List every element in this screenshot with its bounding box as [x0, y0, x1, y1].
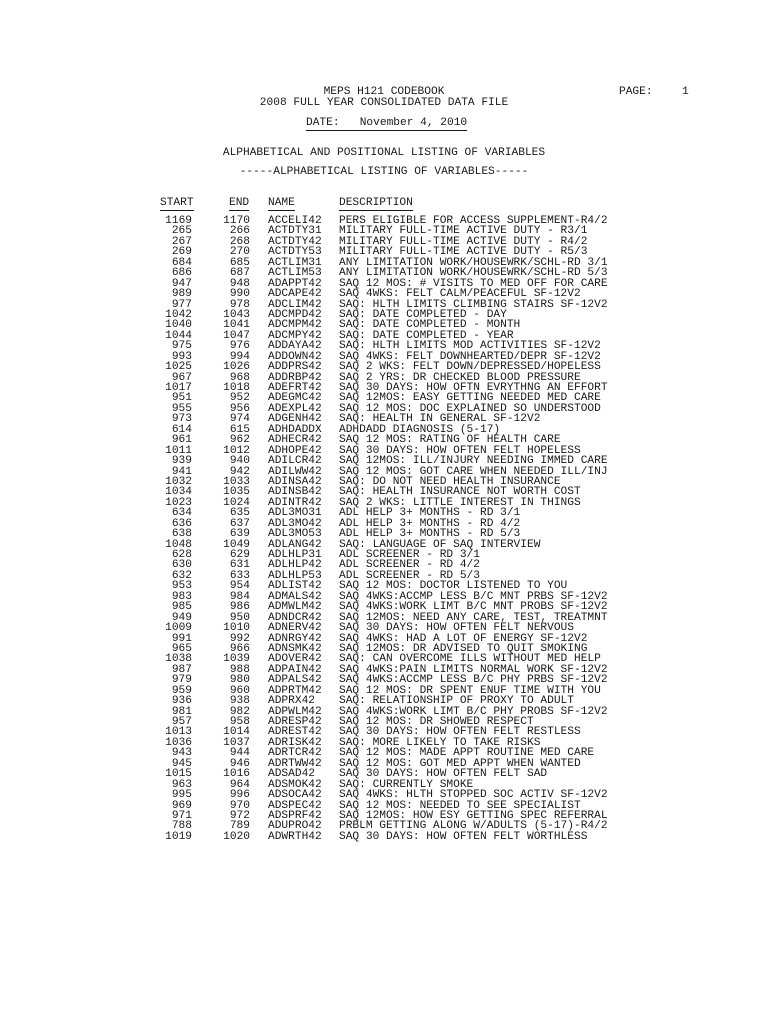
start-cell: 686: [171, 267, 192, 280]
start-cell: 1025: [165, 361, 192, 374]
end-cell: 938: [229, 695, 250, 708]
end-cell: 972: [229, 809, 250, 822]
start-cell: 636: [171, 517, 192, 530]
description-cell: SAQ: HLTH LIMITS MOD ACTIVITIES SF-12V2: [339, 340, 601, 353]
end-cell: 960: [229, 684, 250, 697]
start-cell: 979: [171, 674, 192, 687]
name-cell: ADILWW42: [268, 465, 322, 478]
description-cell: SAQ: HEALTH IN GENERAL SF-12V2: [339, 413, 541, 426]
codebook-title: MEPS H121 CODEBOOK: [323, 86, 445, 98]
end-cell: 946: [229, 757, 250, 770]
name-cell: ADINTR42: [268, 496, 322, 509]
end-cell: 687: [229, 267, 250, 280]
end-cell: 1024: [223, 496, 250, 509]
description-cell: ADHDADD DIAGNOSIS (5-17): [339, 423, 501, 436]
end-cell: 685: [229, 256, 250, 269]
start-cell: 1038: [165, 653, 192, 666]
description-cell: SAQ 4WKS: FELT CALM/PEACEFUL SF-12V2: [339, 288, 581, 301]
end-cell: 1035: [223, 486, 250, 499]
table-row: [0, 790, 768, 800]
end-cell: 942: [229, 465, 250, 478]
start-cell: 973: [171, 413, 192, 426]
table-row: [0, 289, 768, 299]
start-cell: 630: [171, 559, 192, 572]
description-cell: SAQ: CAN OVERCOME ILLS WITHOUT MED HELP: [339, 653, 601, 666]
name-cell: ADNDCR42: [268, 611, 322, 624]
name-cell: ADPWLM42: [268, 705, 322, 718]
name-cell: ADLHLP53: [268, 569, 322, 582]
table-row: [0, 529, 768, 539]
start-cell: 1036: [165, 736, 192, 749]
end-cell: 984: [229, 590, 250, 603]
start-cell: 995: [171, 789, 192, 802]
description-cell: SAQ 4WKS:WORK LIMT B/C PHY PROBS SF-12V2: [339, 705, 608, 718]
description-cell: MILITARY FULL-TIME ACTIVE DUTY - R3/1: [339, 225, 588, 238]
end-cell: 637: [229, 517, 250, 530]
name-cell: ADPALS42: [268, 674, 322, 687]
name-cell: ADCMPY42: [268, 329, 322, 342]
description-cell: SAQ: HEALTH INSURANCE NOT WORTH COST: [339, 486, 581, 499]
start-cell: 628: [171, 549, 192, 561]
name-cell: ADSMOK42: [268, 778, 322, 791]
name-cell: ADDOWN42: [268, 350, 322, 363]
start-cell: 1015: [165, 768, 192, 781]
end-cell: 1170: [223, 215, 250, 227]
description-cell: ANY LIMITATION WORK/HOUSEWRK/SCHL-RD 3/1: [339, 256, 608, 269]
description-cell: PRBLM GETTING ALONG W/ADULTS (5-17)-R4/2: [339, 820, 608, 833]
name-cell: ADDAYA42: [268, 340, 322, 353]
end-cell: 1047: [223, 329, 250, 342]
end-cell: 1037: [223, 736, 250, 749]
end-cell: 270: [229, 246, 250, 259]
description-cell: SAQ 4WKS:ACCMP LESS B/C PHY PRBS SF-12V2: [339, 674, 608, 687]
name-cell: ADMWLM42: [268, 601, 322, 614]
end-cell: 1049: [223, 538, 250, 551]
table-row: [0, 832, 768, 842]
name-cell: ACTDTY42: [268, 235, 322, 248]
start-cell: 947: [171, 277, 192, 290]
start-cell: 981: [171, 705, 192, 718]
start-cell: 1017: [165, 382, 192, 394]
name-cell: ADSPEC42: [268, 799, 322, 812]
end-cell: 635: [229, 507, 250, 520]
end-cell: 266: [229, 225, 250, 238]
start-cell: 1044: [165, 329, 192, 342]
start-cell: 985: [171, 601, 192, 614]
description-cell: SAQ 4WKS:PAIN LIMITS NORMAL WORK SF-12V2: [339, 663, 608, 676]
description-cell: SAQ: DATE COMPLETED - DAY: [339, 308, 507, 321]
name-cell: ADRTCR42: [268, 747, 322, 760]
description-cell: SAQ 12 MOS: GOT MED APPT WHEN WANTED: [339, 757, 581, 770]
description-cell: SAQ 12 MOS: DR SHOWED RESPECT: [339, 716, 534, 728]
end-cell: 966: [229, 642, 250, 655]
end-cell: 976: [229, 340, 250, 353]
start-cell: 1042: [165, 308, 192, 321]
end-cell: 950: [229, 611, 250, 624]
description-cell: SAQ 4WKS: HLTH STOPPED SOC ACTIV SF-12V2: [339, 789, 608, 802]
name-cell: ADL3MO31: [268, 507, 322, 520]
name-cell: ADCAPE42: [268, 288, 322, 301]
description-cell: SAQ: CURRENTLY SMOKE: [339, 778, 474, 791]
end-cell: 982: [229, 705, 250, 718]
start-cell: 1040: [165, 319, 192, 332]
description-cell: MILITARY FULL-TIME ACTIVE DUTY - R4/2: [339, 235, 588, 248]
name-cell: ADSOCA42: [268, 789, 322, 802]
name-cell: ACTDTY31: [268, 225, 322, 238]
name-cell: ADLIST42: [268, 580, 322, 593]
description-cell: SAQ 12 MOS: MADE APPT ROUTINE MED CARE: [339, 747, 595, 760]
end-cell: 980: [229, 674, 250, 687]
start-cell: 1011: [165, 444, 192, 457]
description-cell: SAQ: DATE COMPLETED - YEAR: [339, 329, 514, 342]
end-cell: 268: [229, 235, 250, 248]
description-cell: ADL HELP 3+ MONTHS - RD 3/1: [339, 507, 521, 520]
description-cell: SAQ 4WKS:ACCMP LESS B/C MNT PRBS SF-12V2: [339, 590, 608, 603]
start-cell: 955: [171, 402, 192, 415]
column-header-start: START: [160, 197, 194, 209]
description-cell: ADL SCREENER - RD 5/3: [339, 569, 480, 582]
start-cell: 1032: [165, 475, 192, 488]
name-cell: ADWRTH42: [268, 830, 322, 843]
end-cell: 639: [229, 528, 250, 541]
start-cell: 953: [171, 580, 192, 593]
description-cell: SAQ 12MOS: DR ADVISED TO QUIT SMOKING: [339, 642, 588, 655]
end-cell: 615: [229, 423, 250, 436]
end-cell: 968: [229, 371, 250, 384]
description-cell: ADL HELP 3+ MONTHS - RD 5/3: [339, 528, 521, 541]
description-cell: SAQ 12 MOS: DOCTOR LISTENED TO YOU: [339, 580, 568, 593]
name-cell: ADNRGY42: [268, 632, 322, 645]
date-line: DATE: November 4, 2010: [306, 117, 468, 129]
start-cell: 788: [171, 820, 192, 833]
name-cell: ACCELI42: [268, 215, 322, 227]
start-cell: 941: [171, 465, 192, 478]
column-header-description: DESCRIPTION: [339, 197, 413, 209]
start-cell: 632: [171, 569, 192, 582]
table-row: [0, 696, 768, 706]
variable-list: [0, 216, 768, 842]
description-cell: SAQ 2 WKS: FELT DOWN/DEPRESSED/HOPELESS: [339, 361, 601, 374]
name-cell: ADRESP42: [268, 716, 322, 728]
name-cell: ADPAIN42: [268, 663, 322, 676]
table-row: [0, 456, 768, 466]
end-cell: 978: [229, 298, 250, 311]
start-cell: 967: [171, 371, 192, 384]
description-cell: ADL HELP 3+ MONTHS - RD 4/2: [339, 517, 521, 530]
description-cell: SAQ 12MOS: EASY GETTING NEEDED MED CARE: [339, 392, 601, 405]
name-cell: ADAPPT42: [268, 277, 322, 290]
name-cell: ADEFRT42: [268, 382, 322, 394]
description-cell: ANY LIMITATION WORK/HOUSEWRK/SCHL-RD 5/3: [339, 267, 608, 280]
description-cell: SAQ 12 MOS: DR SPENT ENUF TIME WITH YOU: [339, 684, 601, 697]
name-cell: ADSPRF42: [268, 809, 322, 822]
name-cell: ADOVER42: [268, 653, 322, 666]
start-cell: 971: [171, 809, 192, 822]
start-cell: 936: [171, 695, 192, 708]
name-cell: ADEXPL42: [268, 402, 322, 415]
name-cell: ADREST42: [268, 726, 322, 739]
start-cell: 1169: [165, 215, 192, 227]
name-cell: ACTLIM31: [268, 256, 322, 269]
description-cell: SAQ: HLTH LIMITS CLIMBING STAIRS SF-12V2: [339, 298, 608, 311]
description-cell: SAQ 30 DAYS: HOW OFTEN FELT WORTHLESS: [339, 830, 588, 843]
name-cell: ADINSB42: [268, 486, 322, 499]
description-cell: SAQ 30 DAYS: HOW OFTEN FELT HOPELESS: [339, 444, 581, 457]
end-cell: 1014: [223, 726, 250, 739]
end-cell: 944: [229, 747, 250, 760]
start-cell: 638: [171, 528, 192, 541]
name-cell: ADLHLP31: [268, 549, 322, 561]
description-cell: SAQ 30 DAYS: HOW OFTN EVRYTHNG AN EFFORT: [339, 382, 608, 394]
description-cell: SAQ 30 DAYS: HOW OFTEN FELT RESTLESS: [339, 726, 581, 739]
name-cell: ADHECR42: [268, 434, 322, 447]
end-cell: 1018: [223, 382, 250, 394]
start-cell: 983: [171, 590, 192, 603]
start-cell: 951: [171, 392, 192, 405]
description-cell: SAQ 30 DAYS: HOW OFTEN FELT SAD: [339, 768, 548, 781]
start-cell: 961: [171, 434, 192, 447]
start-cell: 614: [171, 423, 192, 436]
start-cell: 987: [171, 663, 192, 676]
end-cell: 952: [229, 392, 250, 405]
end-cell: 962: [229, 434, 250, 447]
start-cell: 267: [171, 235, 192, 248]
description-cell: SAQ 12MOS: HOW ESY GETTING SPEC REFERRAL: [339, 809, 608, 822]
description-cell: SAQ 12 MOS: NEEDED TO SEE SPECIALIST: [339, 799, 581, 812]
table-row: [0, 362, 768, 372]
data-file-title: 2008 FULL YEAR CONSOLIDATED DATA FILE: [259, 97, 509, 109]
start-cell: 977: [171, 298, 192, 311]
description-cell: SAQ 12 MOS: RATING OF HEALTH CARE: [339, 434, 561, 447]
start-cell: 1009: [165, 622, 192, 635]
description-cell: PERS ELIGIBLE FOR ACCESS SUPPLEMENT-R4/2: [339, 215, 608, 227]
start-cell: 1048: [165, 538, 192, 551]
start-cell: 265: [171, 225, 192, 238]
name-cell: ADRISK42: [268, 736, 322, 749]
name-cell: ADDRBP42: [268, 371, 322, 384]
end-cell: 1033: [223, 475, 250, 488]
end-cell: 1039: [223, 653, 250, 666]
end-cell: 1016: [223, 768, 250, 781]
start-cell: 1023: [165, 496, 192, 509]
start-cell: 957: [171, 716, 192, 728]
description-cell: SAQ: DO NOT NEED HEALTH INSURANCE: [339, 475, 561, 488]
end-cell: 956: [229, 402, 250, 415]
description-cell: SAQ 12 MOS: DOC EXPLAINED SO UNDERSTOOD: [339, 402, 601, 415]
end-cell: 629: [229, 549, 250, 561]
end-cell: 974: [229, 413, 250, 426]
start-cell: 991: [171, 632, 192, 645]
end-cell: 948: [229, 277, 250, 290]
name-cell: ADCMPM42: [268, 319, 322, 332]
table-row: [0, 623, 768, 633]
description-cell: SAQ 12MOS: ILL/INJURY NEEDING IMMED CARE: [339, 455, 608, 468]
listing-subtitle: -----ALPHABETICAL LISTING OF VARIABLES-----: [239, 166, 529, 178]
end-cell: 1010: [223, 622, 250, 635]
description-cell: SAQ: MORE LIKELY TO TAKE RISKS: [339, 736, 541, 749]
end-cell: 1043: [223, 308, 250, 321]
description-cell: SAQ: RELATIONSHIP OF PROXY TO ADULT: [339, 695, 574, 708]
name-cell: ADCMPD42: [268, 308, 322, 321]
name-cell: ADGENH42: [268, 413, 322, 426]
end-cell: 994: [229, 350, 250, 363]
end-cell: 1026: [223, 361, 250, 374]
name-cell: ADNSMK42: [268, 642, 322, 655]
description-cell: SAQ 4WKS: FELT DOWNHEARTED/DEPR SF-12V2: [339, 350, 601, 363]
description-cell: SAQ 2 YRS: DR CHECKED BLOOD PRESSURE: [339, 371, 581, 384]
name-cell: ADPRTM42: [268, 684, 322, 697]
description-cell: ADL SCREENER - RD 3/1: [339, 549, 480, 561]
start-cell: 684: [171, 256, 192, 269]
end-cell: 970: [229, 799, 250, 812]
start-cell: 975: [171, 340, 192, 353]
name-cell: ADHOPE42: [268, 444, 322, 457]
start-cell: 1019: [165, 830, 192, 843]
name-cell: ADILCR42: [268, 455, 322, 468]
end-cell: 986: [229, 601, 250, 614]
listing-title: ALPHABETICAL AND POSITIONAL LISTING OF VARIABLES: [222, 147, 546, 159]
name-cell: ACTLIM53: [268, 267, 322, 280]
description-cell: SAQ: DATE COMPLETED - MONTH: [339, 319, 521, 332]
end-cell: 940: [229, 455, 250, 468]
end-cell: 988: [229, 663, 250, 676]
name-cell: ADHDADDX: [268, 423, 322, 436]
description-cell: SAQ 12 MOS: GOT CARE WHEN NEEDED ILL/INJ: [339, 465, 608, 478]
description-cell: SAQ 30 DAYS: HOW OFTEN FELT NERVOUS: [339, 622, 574, 635]
description-cell: SAQ 4WKS: HAD A LOT OF ENERGY SF-12V2: [339, 632, 588, 645]
name-cell: ADLHLP42: [268, 559, 322, 572]
name-cell: ADNERV42: [268, 622, 322, 635]
name-cell: ADPRX42: [268, 695, 315, 708]
name-cell: ADRTWW42: [268, 757, 322, 770]
name-cell: ADMALS42: [268, 590, 322, 603]
page-label: PAGE:: [619, 86, 653, 98]
name-cell: ADUPRO42: [268, 820, 322, 833]
start-cell: 949: [171, 611, 192, 624]
description-cell: SAQ 4WKS:WORK LIMT B/C MNT PROBS SF-12V2: [339, 601, 608, 614]
description-cell: MILITARY FULL-TIME ACTIVE DUTY - R5/3: [339, 246, 588, 259]
name-cell: ADEGMC42: [268, 392, 322, 405]
end-cell: 954: [229, 580, 250, 593]
description-cell: SAQ 2 WKS: LITTLE INTEREST IN THINGS: [339, 496, 581, 509]
end-cell: 633: [229, 569, 250, 582]
start-cell: 1034: [165, 486, 192, 499]
start-cell: 943: [171, 747, 192, 760]
description-cell: SAQ 12MOS: NEED ANY CARE, TEST, TREATMNT: [339, 611, 608, 624]
name-cell: ADCLIM42: [268, 298, 322, 311]
end-cell: 631: [229, 559, 250, 572]
end-cell: 1041: [223, 319, 250, 332]
page-number: 1: [682, 86, 689, 98]
start-cell: 993: [171, 350, 192, 363]
start-cell: 959: [171, 684, 192, 697]
start-cell: 939: [171, 455, 192, 468]
end-cell: 1012: [223, 444, 250, 457]
column-header-name: NAME: [268, 197, 295, 209]
description-cell: ADL SCREENER - RD 4/2: [339, 559, 480, 572]
end-cell: 996: [229, 789, 250, 802]
name-cell: ACTDTY53: [268, 246, 322, 259]
end-cell: 789: [229, 820, 250, 833]
end-cell: 1020: [223, 830, 250, 843]
name-cell: ADSAD42: [268, 768, 315, 781]
start-cell: 945: [171, 757, 192, 770]
end-cell: 958: [229, 716, 250, 728]
column-header-end: END: [229, 197, 250, 209]
end-cell: 990: [229, 288, 250, 301]
start-cell: 965: [171, 642, 192, 655]
end-cell: 964: [229, 778, 250, 791]
description-cell: SAQ 12 MOS: # VISITS TO MED OFF FOR CARE: [339, 277, 608, 290]
start-cell: 963: [171, 778, 192, 791]
start-cell: 269: [171, 246, 192, 259]
name-cell: ADL3MO42: [268, 517, 322, 530]
start-cell: 989: [171, 288, 192, 301]
start-cell: 634: [171, 507, 192, 520]
start-cell: 969: [171, 799, 192, 812]
name-cell: ADL3MO53: [268, 528, 322, 541]
start-cell: 1013: [165, 726, 192, 739]
name-cell: ADINSA42: [268, 475, 322, 488]
end-cell: 992: [229, 632, 250, 645]
name-cell: ADLANG42: [268, 538, 322, 551]
description-cell: SAQ: LANGUAGE OF SAQ INTERVIEW: [339, 538, 541, 551]
name-cell: ADDPRS42: [268, 361, 322, 374]
